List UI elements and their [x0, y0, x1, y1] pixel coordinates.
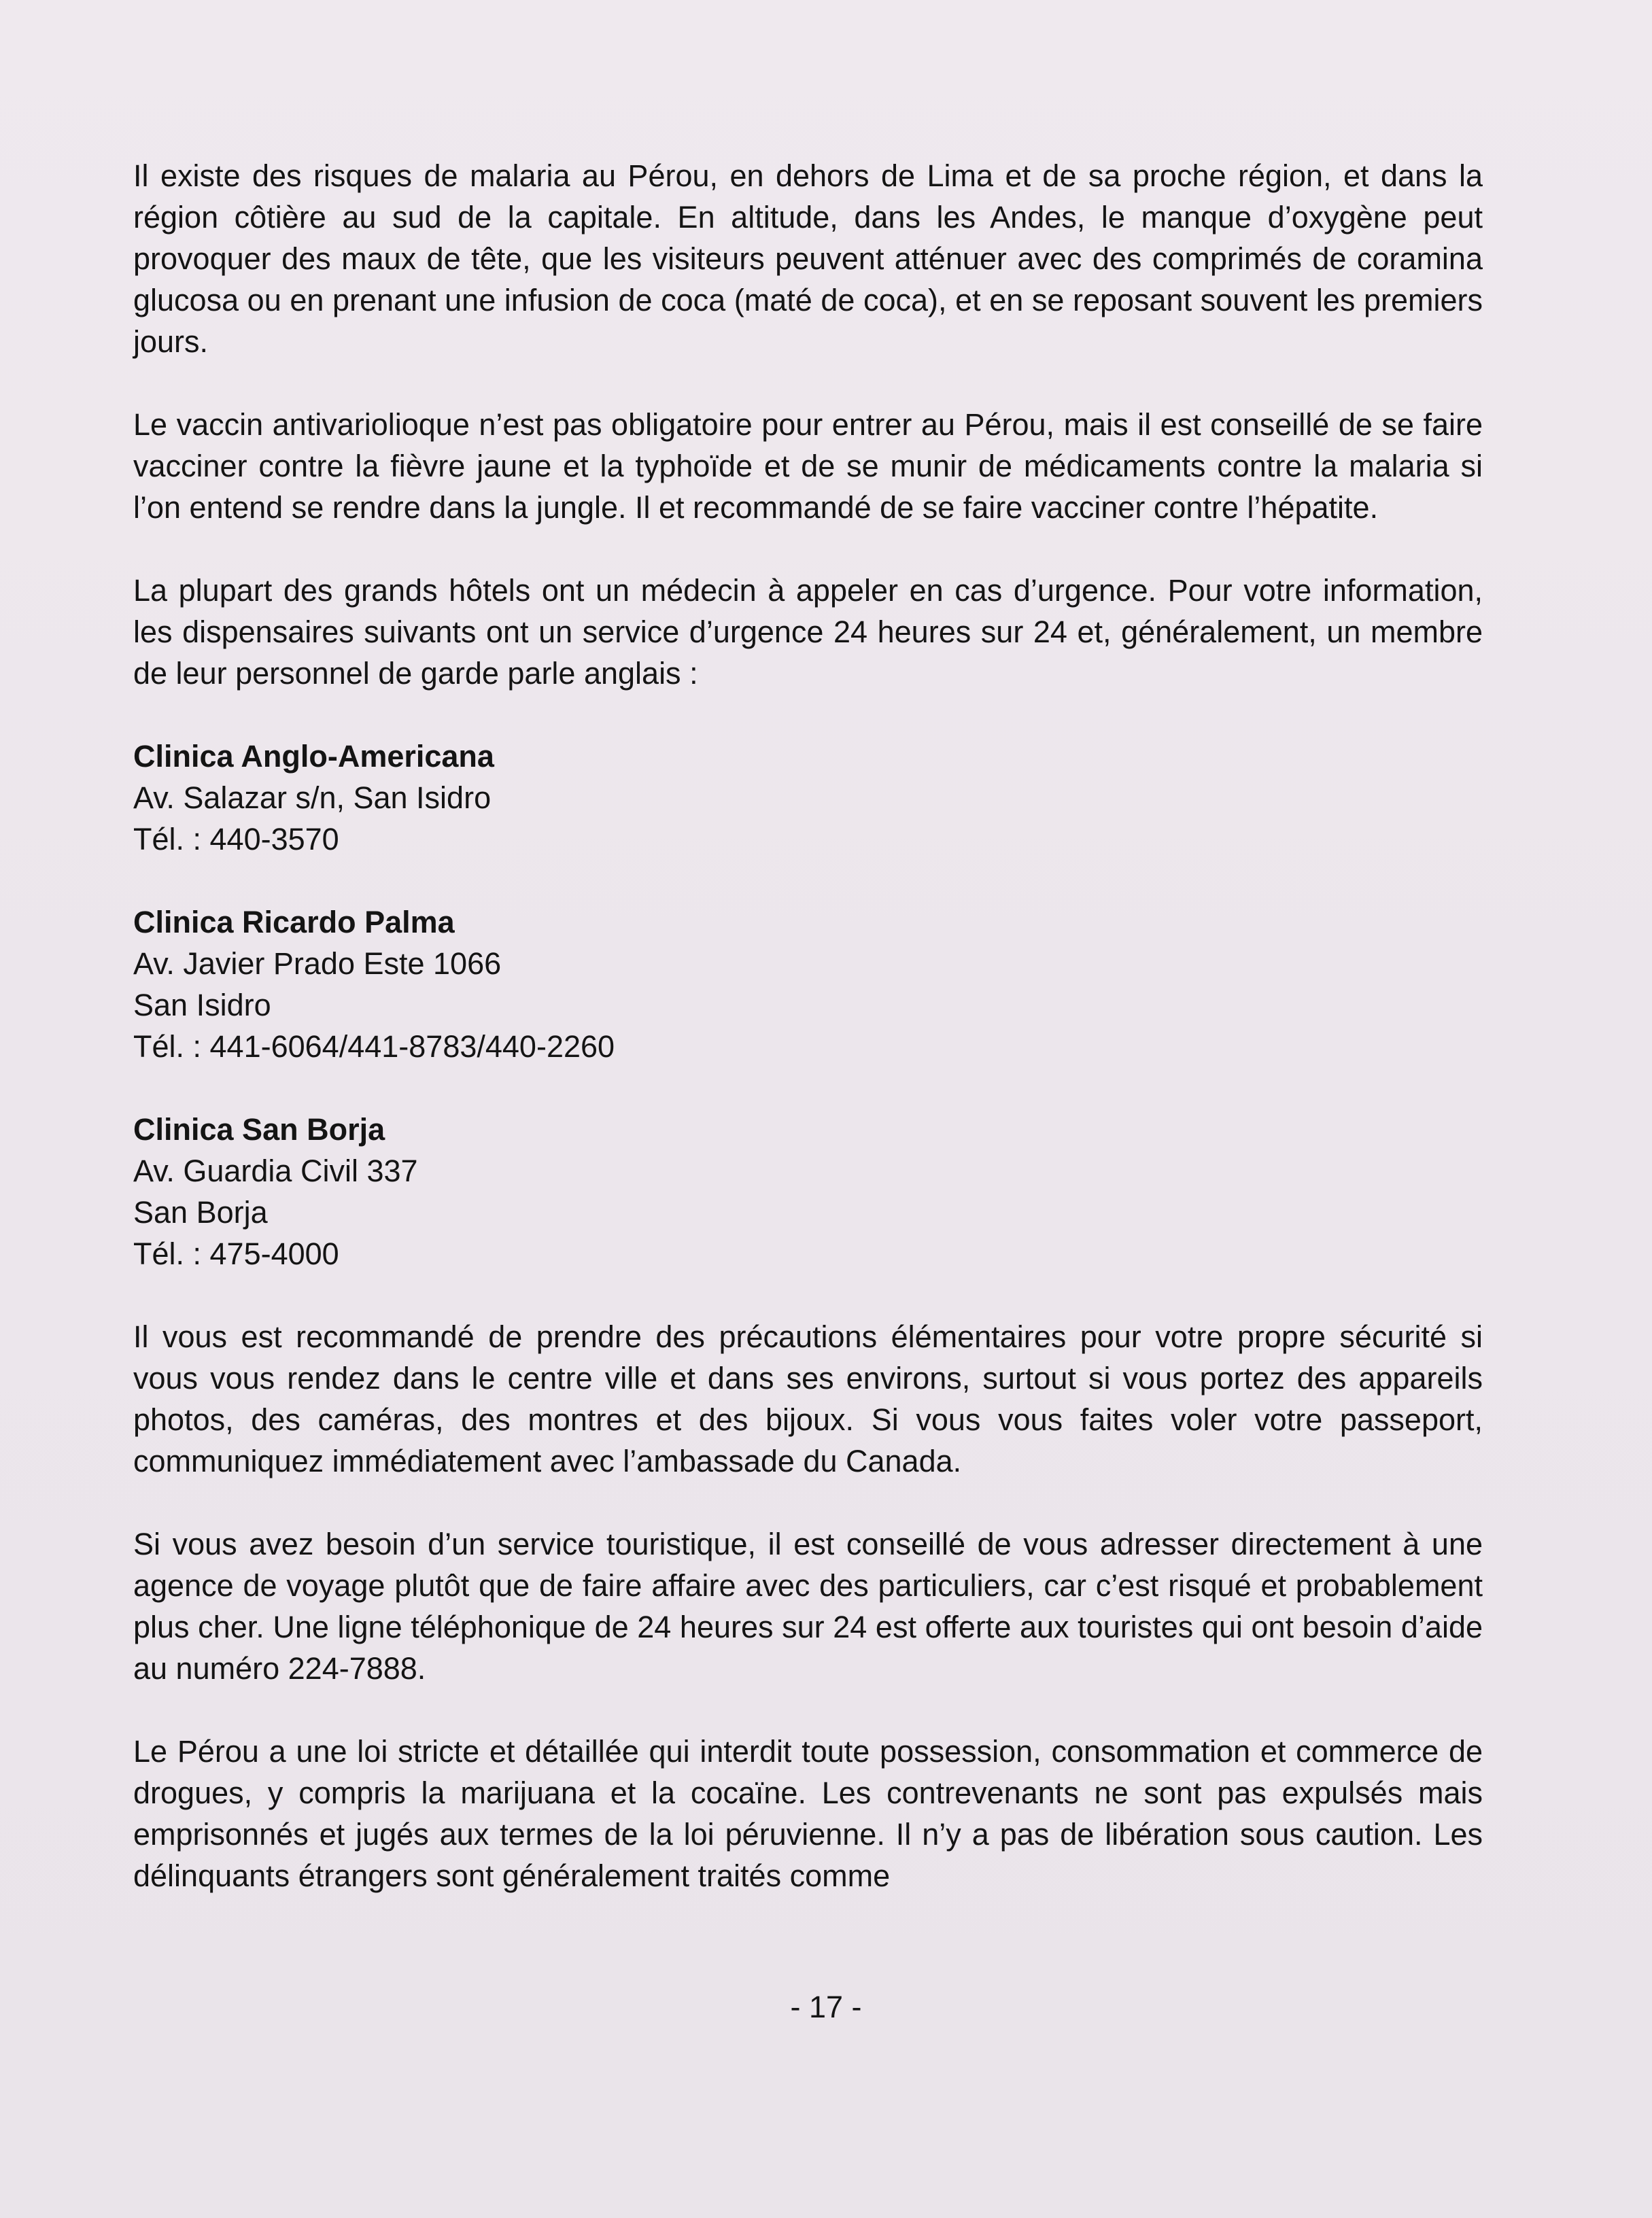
paragraph-vaccines: Le vaccin antivariolioque n’est pas obligatoire pour entrer au Pérou, mais il est conseillé de se faire vacciner contre la fièvre jaune et la typhoïde et de se munir de médicaments contre la malaria si l’on entend se rendre dans la jungle. Il et recommandé de se faire vacciner contre l’hépatite.: [133, 407, 1483, 525]
clinic-name: Clinica Ricardo Palma: [133, 905, 455, 939]
paragraph-safety: Il vous est recommandé de prendre des précautions élémentaires pour votre propre sécurité si vous vous rendez dans le centre ville et dans ses environs, surtout si vous portez des appareils photos, des caméras, des montres et des bijoux. Si vous vous faites voler votre passeport, communiquez immédiatement avec l’ambassade du Canada.: [133, 1319, 1483, 1478]
clinic-entry: [133, 735, 1483, 860]
paragraph-hotels-doctors: La plupart des grands hôtels ont un médecin à appeler en cas d’urgence. Pour votre information, les dispensaires suivants ont un service d’urgence 24 heures sur 24 et, généralement, un membre de leur personnel de garde parle anglais :: [133, 573, 1483, 691]
clinic-district: San Isidro: [133, 988, 271, 1022]
clinic-address: Av. Guardia Civil 337: [133, 1154, 418, 1188]
clinic-entry: [133, 1109, 1483, 1275]
page-number: - 17 -: [790, 1990, 862, 2024]
clinic-name: Clinica Anglo-Americana: [133, 739, 494, 774]
clinic-phone: Tél. : 475-4000: [133, 1236, 339, 1271]
paragraph-tourist-services: Si vous avez besoin d’un service touristique, il est conseillé de vous adresser directement à une agence de voyage plutôt que de faire affaire avec des particuliers, car c’est risqué et probablement plus cher. Une ligne téléphonique de 24 heures sur 24 est offerte aux touristes qui ont besoin d’aide au numéro 224-7888.: [133, 1527, 1483, 1686]
clinic-phone: Tél. : 441-6064/441-8783/440-2260: [133, 1029, 615, 1064]
clinic-address: Av. Salazar s/n, San Isidro: [133, 780, 492, 815]
clinic-district: San Borja: [133, 1195, 268, 1230]
clinic-phone: Tél. : 440-3570: [133, 822, 339, 856]
clinic-entry: [133, 901, 1483, 1067]
clinic-address: Av. Javier Prado Este 1066: [133, 946, 502, 981]
page-content: [133, 155, 1483, 1896]
paragraph-drug-law: Le Pérou a une loi stricte et détaillée qui interdit toute possession, consommation et commerce de drogues, y compris la marijuana et la cocaïne. Les contrevenants ne sont pas expulsés mais emprisonnés et jugés aux termes de la loi péruvienne. Il n’y a pas de libération sous caution. Les délinquants étrangers sont généralement traités comme: [133, 1734, 1483, 1893]
clinic-name: Clinica San Borja: [133, 1112, 385, 1147]
paragraph-malaria: Il existe des risques de malaria au Pérou, en dehors de Lima et de sa proche région, et dans la région côtière au sud de la capitale. En altitude, dans les Andes, le manque d’oxygène peut provoquer des maux de tête, que les visiteurs peuvent atténuer avec des comprimés de coramina glucosa ou en prenant une infusion de coca (maté de coca), et en se reposant souvent les premiers jours.: [133, 158, 1483, 359]
